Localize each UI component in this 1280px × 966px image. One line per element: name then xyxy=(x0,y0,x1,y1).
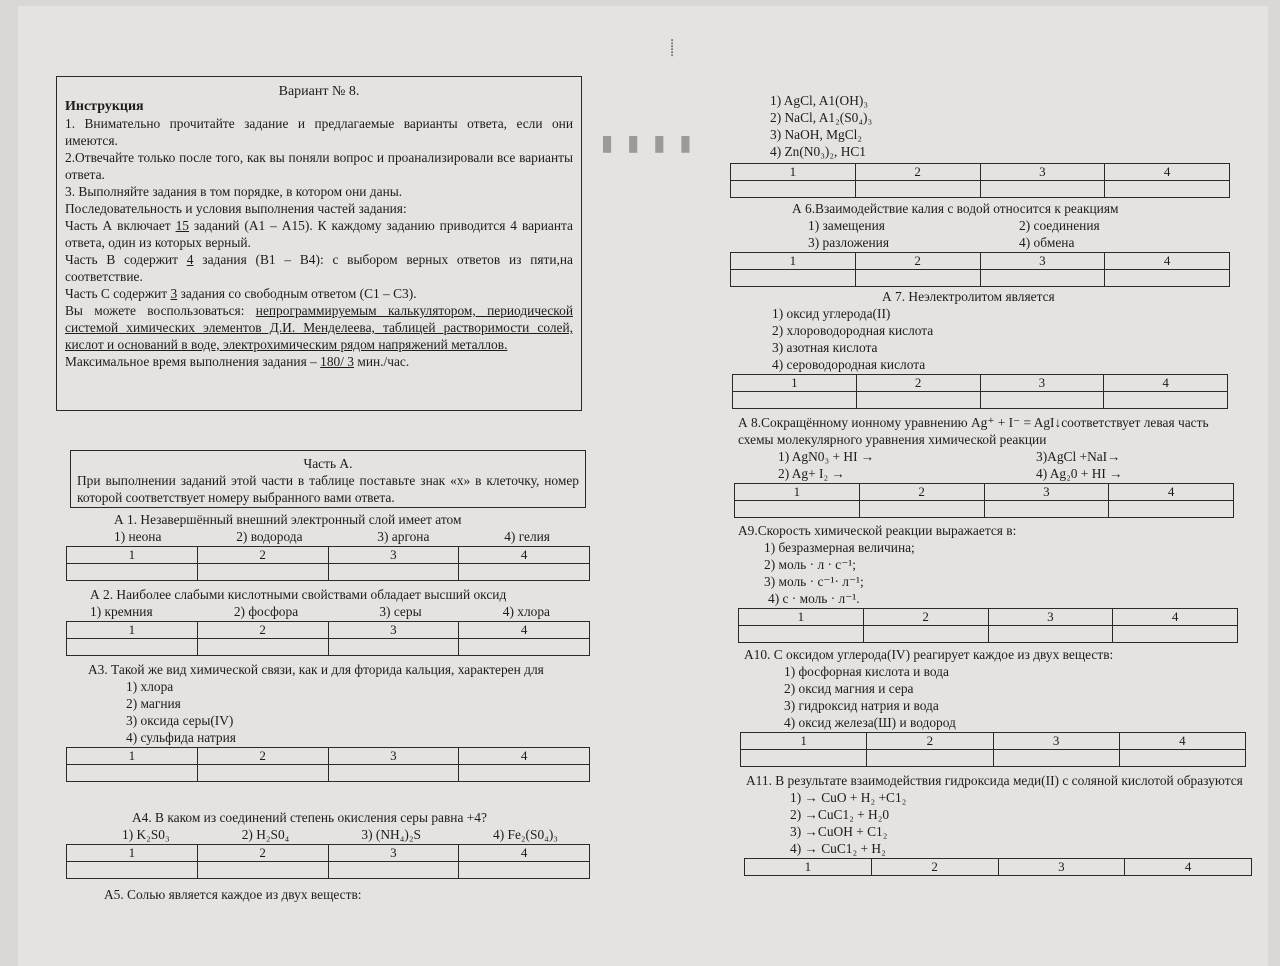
a1-option-1: 1) неона xyxy=(114,529,162,544)
a1-option-3: 3) аргона xyxy=(377,529,430,544)
answer-cell-label: 2 xyxy=(197,845,328,862)
answer-cell[interactable] xyxy=(1105,270,1230,287)
answer-cell[interactable] xyxy=(993,750,1119,767)
answer-cell-label: 2 xyxy=(855,253,980,270)
a8-option-2: 2) Ag+ I₂ → xyxy=(778,466,845,481)
answer-cell[interactable] xyxy=(67,765,198,782)
answer-cell[interactable] xyxy=(980,392,1104,409)
a10-option-4: 4) оксид железа(Ш) и водород xyxy=(784,715,956,730)
answer-cell-label: 4 xyxy=(459,748,590,765)
answer-cell[interactable] xyxy=(1105,181,1230,198)
instruction-p4: Последовательность и условия выполнения частей задания: xyxy=(65,201,407,216)
a10-option-2: 2) оксид магния и сера xyxy=(784,681,914,696)
a11-answer-table xyxy=(744,858,1252,876)
answer-cell-label: 3 xyxy=(328,547,459,564)
a5-question: А5. Солью является каждое из двух веществ: xyxy=(104,887,362,902)
answer-cell-label: 4 xyxy=(1119,733,1245,750)
a1-option-2: 2) водорода xyxy=(236,529,303,544)
a4-option-1: 1) K₂S0₃ xyxy=(122,827,170,842)
answer-cell[interactable] xyxy=(1113,626,1238,643)
answer-cell[interactable] xyxy=(731,270,856,287)
a8-answer-table xyxy=(734,483,1234,518)
instruction-p2: 2.Отвечайте только после того, как вы поняли вопрос и проанализировали все варианты ответа. xyxy=(65,150,573,182)
answer-cell-label: 2 xyxy=(859,484,984,501)
answer-cell-label: 4 xyxy=(1125,859,1252,876)
answer-cell[interactable] xyxy=(197,639,328,656)
a1-question: А 1. Незавершённый внешний электронный слой имеет атом xyxy=(114,512,462,527)
test-sheet xyxy=(18,6,1268,966)
a4-option-3: 3) (NH₄)₂S xyxy=(361,827,421,842)
answer-cell-label: 1 xyxy=(67,845,198,862)
answer-cell-label: 1 xyxy=(731,253,856,270)
question-a8 xyxy=(734,414,1234,518)
answer-cell-label: 2 xyxy=(867,733,993,750)
a3-option-4: 4) сульфида натрия xyxy=(126,730,236,745)
answer-cell-label: 3 xyxy=(328,622,459,639)
a7-option-1: 1) оксид углерода(II) xyxy=(772,306,891,321)
answer-cell-label: 3 xyxy=(328,748,459,765)
a11-option-3: 3) →CuOH + C1₂ xyxy=(790,824,888,839)
answer-cell[interactable] xyxy=(980,181,1105,198)
answer-cell-label: 3 xyxy=(980,253,1105,270)
a1-answer-table xyxy=(66,546,590,581)
answer-cell-label: 1 xyxy=(739,609,864,626)
a11-option-2: 2) →CuC1₂ + H₂0 xyxy=(790,807,890,822)
answer-cell-label: 3 xyxy=(980,375,1104,392)
answer-cell[interactable] xyxy=(67,639,198,656)
a10-answer-table xyxy=(740,732,1246,767)
a5-answer xyxy=(730,162,1230,198)
pen-mark: ⸽ xyxy=(670,40,675,57)
question-a3 xyxy=(66,661,590,782)
answer-cell-label: 1 xyxy=(67,547,198,564)
a10-option-3: 3) гидроксид натрия и вода xyxy=(784,698,939,713)
answer-cell-label: 4 xyxy=(459,845,590,862)
answer-cell[interactable] xyxy=(459,564,590,581)
answer-cell[interactable] xyxy=(197,765,328,782)
a5-option-4: 4) Zn(N0₃)₂, HC1 xyxy=(770,144,866,159)
a6-option-1: 1) замещения xyxy=(808,218,885,233)
answer-cell[interactable] xyxy=(328,765,459,782)
instruction-part-a: Часть А включает 15 заданий (А1 – А15). К каждому заданию приводится 4 варианта ответа, один из которых верный. xyxy=(65,218,573,250)
answer-cell[interactable] xyxy=(1119,750,1245,767)
shadow-smudge: ▮▮▮▮ xyxy=(601,130,706,155)
a7-question: А 7. Неэлектролитом является xyxy=(882,289,1055,304)
variant-title: Вариант № 8. xyxy=(278,84,360,99)
a6-option-3: 3) разложения xyxy=(808,235,889,250)
a6-answer-table xyxy=(730,252,1230,287)
a4-option-4: 4) Fe₂(S0₄)₃ xyxy=(493,827,558,842)
answer-cell[interactable] xyxy=(67,564,198,581)
question-a7 xyxy=(732,288,1228,409)
answer-cell-label: 3 xyxy=(328,845,459,862)
a11-question: А11. В результате взаимодействия гидроксида меди(II) с соляной кислотой образуются xyxy=(746,773,1243,788)
a3-option-3: 3) оксида серы(IV) xyxy=(126,713,234,728)
answer-cell[interactable] xyxy=(67,862,198,879)
instruction-part-c: Часть С содержит 3 задания со свободным ответом (С1 – С3). xyxy=(65,286,417,301)
a3-question: А3. Такой же вид химической связи, как и для фторида кальция, характерен для xyxy=(88,662,544,677)
question-a10 xyxy=(740,646,1246,767)
a10-option-1: 1) фосфорная кислота и вода xyxy=(784,664,949,679)
a9-question: А9.Скорость химической реакции выражается в: xyxy=(738,523,1017,538)
question-a1 xyxy=(66,511,590,581)
a2-option-1: 1) кремния xyxy=(90,604,153,619)
a9-option-1: 1) безразмерная величина; xyxy=(764,540,915,555)
answer-cell-label: 2 xyxy=(856,375,980,392)
answer-cell[interactable] xyxy=(735,501,860,518)
answer-cell[interactable] xyxy=(741,750,867,767)
answer-cell-label: 4 xyxy=(1105,253,1230,270)
answer-cell[interactable] xyxy=(739,626,864,643)
answer-cell[interactable] xyxy=(855,181,980,198)
answer-cell-label: 1 xyxy=(67,748,198,765)
question-a6 xyxy=(730,200,1230,287)
answer-cell-label: 3 xyxy=(988,609,1113,626)
a3-option-2: 2) магния xyxy=(126,696,181,711)
answer-cell-label: 4 xyxy=(459,547,590,564)
answer-cell-label: 4 xyxy=(459,622,590,639)
instruction-box xyxy=(56,76,582,411)
question-a5 xyxy=(104,886,584,903)
instruction-time: Максимальное время выполнения задания – 180/ 3 мин./час. xyxy=(65,354,410,369)
answer-cell-label: 1 xyxy=(733,375,857,392)
a8-question: А 8.Сокращённому ионному уравнению Ag⁺ + I⁻ = AgI↓соответствует левая часть схемы молекулярного уравнения химической реакции xyxy=(738,415,1209,447)
answer-cell[interactable] xyxy=(867,750,993,767)
a5-option-2: 2) NaCl, A1₂(S0₄)₃ xyxy=(770,110,873,125)
answer-cell[interactable] xyxy=(859,501,984,518)
a8-option-4: 4) Ag₂0 + HI → xyxy=(1036,466,1123,481)
answer-cell-label: 3 xyxy=(984,484,1109,501)
a7-answer-table xyxy=(732,374,1228,409)
answer-cell-label: 4 xyxy=(1109,484,1234,501)
question-a4 xyxy=(66,809,590,879)
part-a-text: При выполнении заданий этой части в таблице поставьте знак «х» в клеточку, номер которой соответствует номеру выбранного вами ответа. xyxy=(77,473,579,505)
a2-answer-table xyxy=(66,621,590,656)
answer-cell[interactable] xyxy=(328,564,459,581)
answer-cell-label: 2 xyxy=(855,164,980,181)
answer-cell-label: 2 xyxy=(871,859,998,876)
answer-cell[interactable] xyxy=(197,862,328,879)
part-a-box xyxy=(70,450,586,508)
a1-option-4: 4) гелия xyxy=(504,529,550,544)
a4-option-2: 2) H₂S0₄ xyxy=(241,827,290,842)
answer-cell-label: 2 xyxy=(197,622,328,639)
a7-option-2: 2) хлороводородная кислота xyxy=(772,323,934,338)
answer-cell[interactable] xyxy=(1109,501,1234,518)
a5-answer-table xyxy=(730,163,1230,198)
a4-answer-table xyxy=(66,844,590,879)
answer-cell[interactable] xyxy=(328,862,459,879)
answer-cell[interactable] xyxy=(197,564,328,581)
a9-option-4: 4) с · моль · л⁻¹. xyxy=(768,591,860,606)
a7-option-4: 4) сероводородная кислота xyxy=(772,357,926,372)
answer-cell-label: 4 xyxy=(1104,375,1228,392)
a5-option-3: 3) NaOH, MgCl₂ xyxy=(770,127,863,142)
answer-cell[interactable] xyxy=(863,626,988,643)
a9-answer-table xyxy=(738,608,1238,643)
a6-question: А 6.Взаимодействие калия с водой относится к реакциям xyxy=(792,201,1119,216)
a2-option-2: 2) фосфора xyxy=(233,604,299,619)
answer-cell[interactable] xyxy=(980,270,1105,287)
a11-option-4: 4) → CuC1₂ + H₂ xyxy=(790,841,886,856)
instruction-part-b: Часть В содержит 4 задания (В1 – В4): с выбором верных ответов из пяти,на соответствие. xyxy=(65,252,573,284)
answer-cell[interactable] xyxy=(459,765,590,782)
part-a-title: Часть А. xyxy=(303,456,353,471)
answer-cell-label: 1 xyxy=(741,733,867,750)
answer-cell-label: 3 xyxy=(993,733,1119,750)
a9-option-2: 2) моль · л · с⁻¹; xyxy=(764,557,857,572)
question-a2 xyxy=(66,586,590,656)
instruction-tools: Вы можете воспользоваться: непрограммируемым калькулятором, периодической системой химических элементов Д.И. Менделеева, таблицей растворимости солей, кислот и оснований в воде, электрохимическим рядом напряжений металлов. xyxy=(65,303,573,352)
a8-option-3: 3)AgCl +NaI→ xyxy=(1036,449,1121,464)
answer-cell[interactable] xyxy=(328,639,459,656)
answer-cell[interactable] xyxy=(984,501,1109,518)
answer-cell-label: 2 xyxy=(197,748,328,765)
a4-question: А4. В каком из соединений степень окисления серы равна +4? xyxy=(132,810,487,825)
instruction-p3: 3. Выполняйте задания в том порядке, в котором они даны. xyxy=(65,184,403,199)
answer-cell-label: 2 xyxy=(197,547,328,564)
a2-option-4: 4) хлора xyxy=(502,604,550,619)
answer-cell-label: 3 xyxy=(980,164,1105,181)
a2-option-3: 3) серы xyxy=(379,604,422,619)
answer-cell-label: 3 xyxy=(998,859,1125,876)
answer-cell-label: 2 xyxy=(863,609,988,626)
answer-cell-label: 1 xyxy=(745,859,872,876)
answer-cell[interactable] xyxy=(855,270,980,287)
a3-answer-table xyxy=(66,747,590,782)
a2-question: А 2. Наиболее слабыми кислотными свойствами обладает высший оксид xyxy=(90,587,507,602)
instruction-p1: 1. Внимательно прочитайте задание и предлагаемые варианты ответа, если они имеются. xyxy=(65,116,573,148)
answer-cell-label: 1 xyxy=(731,164,856,181)
answer-cell[interactable] xyxy=(988,626,1113,643)
answer-cell-label: 4 xyxy=(1113,609,1238,626)
answer-cell[interactable] xyxy=(459,639,590,656)
a10-question: А10. С оксидом углерода(IV) реагирует каждое из двух веществ: xyxy=(744,647,1114,662)
answer-cell-label: 1 xyxy=(735,484,860,501)
a6-option-2: 2) соединения xyxy=(1019,218,1100,233)
a8-option-1: 1) AgN0₃ + HI → xyxy=(778,449,875,464)
a9-option-3: 3) моль · с⁻¹· л⁻¹; xyxy=(764,574,864,589)
a5-options xyxy=(770,92,1270,160)
a11-option-1: 1) → CuO + H₂ +C1₂ xyxy=(790,790,907,805)
answer-cell[interactable] xyxy=(731,181,856,198)
answer-cell[interactable] xyxy=(459,862,590,879)
answer-cell-label: 1 xyxy=(67,622,198,639)
answer-cell[interactable] xyxy=(1104,392,1228,409)
a6-option-4: 4) обмена xyxy=(1019,235,1075,250)
answer-cell[interactable] xyxy=(856,392,980,409)
a7-option-3: 3) азотная кислота xyxy=(772,340,878,355)
a5-option-1: 1) AgCl, A1(OH)₃ xyxy=(770,93,869,108)
instruction-header: Инструкция xyxy=(65,99,144,114)
answer-cell-label: 4 xyxy=(1105,164,1230,181)
question-a9 xyxy=(738,522,1238,643)
a3-option-1: 1) хлора xyxy=(126,679,174,694)
question-a11 xyxy=(744,772,1252,876)
answer-cell[interactable] xyxy=(733,392,857,409)
